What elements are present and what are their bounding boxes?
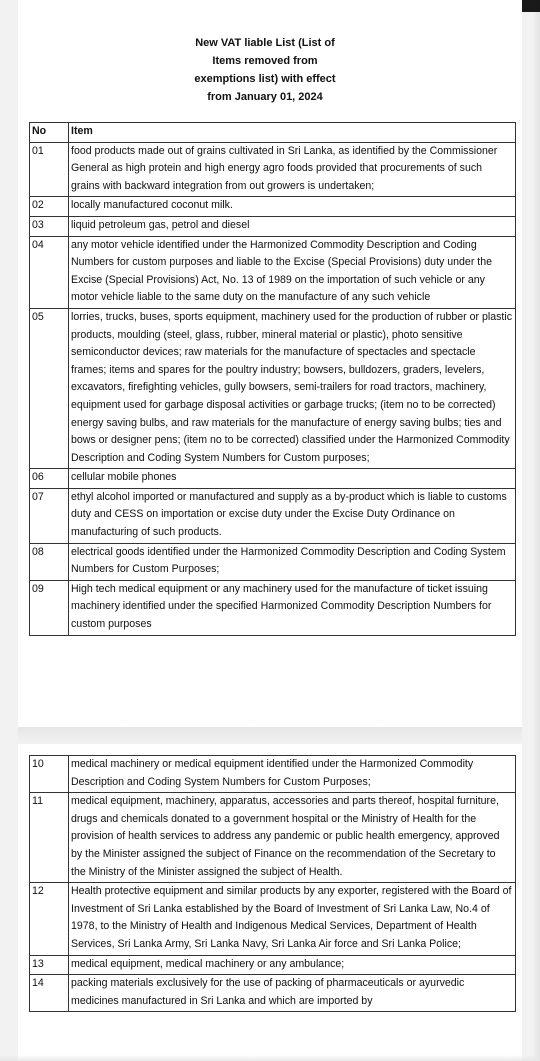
table-row	[30, 469, 516, 489]
table-row	[30, 142, 516, 197]
table-row	[30, 756, 516, 793]
row-number: 07	[30, 488, 69, 543]
header-item: Item	[69, 123, 516, 143]
row-number: 06	[30, 469, 69, 489]
table-row	[30, 955, 516, 975]
table-row	[30, 793, 516, 883]
table-row	[30, 308, 516, 468]
row-number: 08	[30, 543, 69, 580]
document-title: New VAT liable List (List of Items removed from exemptions list) with effect from January 01, 2024	[194, 37, 336, 103]
table-row	[30, 488, 516, 543]
vat-items-table-continued	[29, 755, 516, 1012]
row-item: food products made out of grains cultivated in Sri Lanka, as identified by the Commissioner General as high protein and high energy agro foods provided that procurements of such grains with backward integration from out growers is undertaken;	[69, 142, 516, 197]
row-item: liquid petroleum gas, petrol and diesel	[69, 216, 516, 236]
row-number: 12	[30, 883, 69, 955]
bottom-fade	[0, 1055, 540, 1061]
table-header-row	[30, 123, 516, 143]
row-number: 14	[30, 975, 69, 1012]
row-item: locally manufactured coconut milk.	[69, 197, 516, 217]
row-item: High tech medical equipment or any machinery used for the manufacture of ticket issuing machinery identified under the specified Harmonized Commodity Description Numbers for custom purposes	[69, 580, 516, 635]
row-number: 13	[30, 955, 69, 975]
row-number: 10	[30, 756, 69, 793]
row-item: any motor vehicle identified under the Harmonized Commodity Description and Coding Numbers for custom purposes and liable to the Excise (Special Provisions) duty under the Excise (Special Provisions) Act, No. 13 of 1989 on the importation of such vehicle or any motor vehicle liable to the same duty on the manufacture of any such vehicle	[69, 236, 516, 308]
row-item: electrical goods identified under the Harmonized Commodity Description and Coding System Numbers for Custom Purposes;	[69, 543, 516, 580]
right-edge-shadow	[532, 0, 540, 1061]
row-number: 09	[30, 580, 69, 635]
table-row	[30, 975, 516, 1012]
row-number: 05	[30, 308, 69, 468]
document-page-2	[18, 744, 522, 1061]
row-item: medical machinery or medical equipment identified under the Harmonized Commodity Description and Coding System Numbers for Custom Purposes;	[69, 756, 516, 793]
row-item: medical equipment, medical machinery or any ambulance;	[69, 955, 516, 975]
row-item: ethyl alcohol imported or manufactured and supply as a by-product which is liable to customs duty and CESS on importation or excise duty under the Excise Duty Ordinance on manufacturing of such products.	[69, 488, 516, 543]
vat-items-table	[29, 122, 516, 636]
document-page-1	[18, 0, 522, 727]
row-item: cellular mobile phones	[69, 469, 516, 489]
table-row	[30, 236, 516, 308]
row-item: lorries, trucks, buses, sports equipment, machinery used for the production of rubber or plastic products, moulding (steel, glass, rubber, mineral material or plastic), photo sensitive semiconductor devices; raw materials for the manufacture of spectacles and spectacle frames; items and spares for the poultry industry; bowsers, bulldozers, graders, levelers, excavators, firefighting vehicles, gully bowsers, semi-trailers for road tractors, machinery, equipment used for garbage disposal activities or garbage trucks; (item no to be corrected) energy saving bulbs, and raw materials for the manufacture of energy saving bulbs; ties and bows or designer pens; (item no to be corrected) classified under the Harmonized Commodity Description and Coding System Numbers for Custom purposes;	[69, 308, 516, 468]
row-item: Health protective equipment and similar products by any exporter, registered with the Board of Investment of Sri Lanka established by the Board of Investment of Sri Lanka Law, No.4 of 1978, to the Ministry of Health and Indigenous Medical Services, Department of Health Services, Sri Lanka Army, Sri Lanka Navy, Sri Lanka Air force and Sri Lanka Police;	[69, 883, 516, 955]
row-item: medical equipment, machinery, apparatus, accessories and parts thereof, hospital furniture, drugs and chemicals donated to a government hospital or the Ministry of Health for the provision of health services to address any pandemic or public health emergency, approved by the Minister assigned the subject of Finance on the recommendation of the Secretary to the Ministry of the Minister assigned the subject of Health.	[69, 793, 516, 883]
row-number: 04	[30, 236, 69, 308]
table-row	[30, 197, 516, 217]
row-number: 03	[30, 216, 69, 236]
row-number: 02	[30, 197, 69, 217]
row-number: 01	[30, 142, 69, 197]
table-row	[30, 216, 516, 236]
row-item: packing materials exclusively for the use of packing of pharmaceuticals or ayurvedic medicines manufactured in Sri Lanka and which are imported by	[69, 975, 516, 1012]
row-number: 11	[30, 793, 69, 883]
table-row	[30, 580, 516, 635]
table-row	[30, 883, 516, 955]
table-row	[30, 543, 516, 580]
header-no: No	[30, 123, 69, 143]
page-gap	[18, 727, 522, 744]
